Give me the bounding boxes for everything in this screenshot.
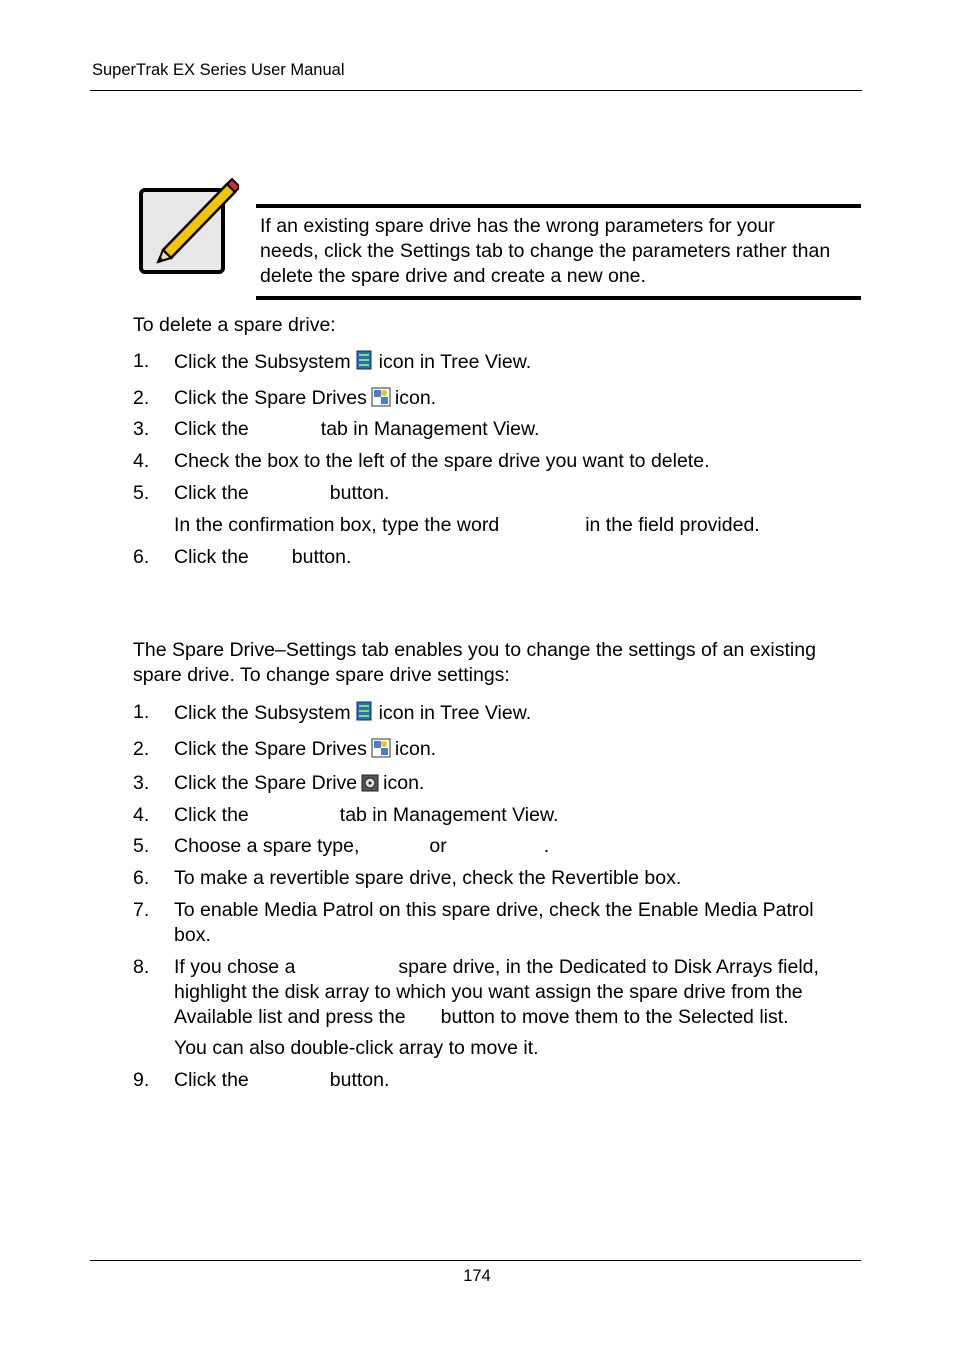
subsystem-icon [355, 349, 375, 378]
step-text: To enable Media Patrol on this spare drive, check the Enable Media Patrol [174, 899, 814, 921]
pencil-note-icon [137, 178, 239, 276]
step-number: 1. [133, 701, 150, 723]
step-number: 5. [133, 835, 150, 857]
delete-intro: To delete a spare drive: [133, 314, 336, 336]
step-text: Click the [174, 804, 249, 826]
delete-step-5-detail [174, 513, 760, 538]
settings-step-8-detail [174, 1036, 539, 1061]
step-number: 9. [133, 1069, 150, 1091]
spare-drives-icon [371, 738, 391, 765]
settings-step-5 [174, 834, 549, 859]
step-text: To make a revertible spare drive, check the Revertible box. [174, 867, 682, 889]
step-text: If you chose a [174, 956, 296, 978]
settings-step-8 [174, 955, 819, 1030]
spare-drives-icon [371, 387, 391, 414]
step-text: Click the Subsystem [174, 351, 351, 373]
settings-step-7 [174, 898, 814, 948]
step-text: spare drive, in the Dedicated to Disk Arrays field, [398, 956, 819, 978]
step-text: tab in Management View. [320, 418, 540, 440]
step-text: highlight the disk array to which you want assign the spare drive from the [174, 981, 803, 1003]
step-number: 3. [133, 772, 150, 794]
step-text: icon. [394, 387, 437, 409]
step-text: In the confirmation box, type the word [174, 514, 500, 536]
page-number: 174 [463, 1267, 491, 1285]
delete-step-3 [174, 417, 539, 442]
step-text: Click the Spare Drive [174, 772, 358, 794]
step-text: Click the Spare Drives [174, 387, 367, 409]
step-text: Click the Subsystem [174, 702, 351, 724]
step-number: 1. [133, 350, 150, 372]
step-text: Click the [174, 1069, 249, 1091]
step-number: 2. [133, 387, 150, 409]
note-top-rule [256, 204, 861, 208]
document-header-title: SuperTrak EX Series User Manual [92, 61, 345, 79]
settings-intro-line: spare drive. To change spare drive settings: [133, 664, 510, 686]
header-rule [90, 90, 862, 91]
step-number: 4. [133, 804, 150, 826]
step-text: icon. [383, 772, 425, 794]
settings-intro-line: The Spare Drive–Settings tab enables you to change the settings of an existing [133, 639, 816, 661]
spare-drive-icon [361, 774, 379, 799]
delete-step-2 [174, 386, 436, 414]
step-text: button to move them to the Selected list. [440, 1006, 789, 1028]
step-text: Choose a spare type, [174, 835, 360, 857]
step-text: box. [174, 924, 211, 946]
step-number: 7. [133, 899, 150, 921]
step-number: 3. [133, 418, 150, 440]
step-text: or [429, 835, 447, 857]
settings-step-4 [174, 803, 558, 828]
step-text: Available list and press the [174, 1006, 406, 1028]
step-number: 2. [133, 738, 150, 760]
settings-step-6 [174, 866, 681, 891]
step-text: button. [291, 546, 352, 568]
step-text: Check the box to the left of the spare drive you want to delete. [174, 450, 710, 472]
step-number: 6. [133, 867, 150, 889]
settings-step-2 [174, 737, 436, 765]
step-text: icon in Tree View. [378, 702, 532, 724]
step-text: You can also double-click array to move it. [174, 1037, 539, 1059]
settings-step-9 [174, 1068, 389, 1093]
step-text: in the field provided. [585, 514, 760, 536]
step-text: button. [329, 482, 390, 504]
step-text: Click the [174, 482, 249, 504]
step-text: . [543, 835, 550, 857]
step-text: tab in Management View. [339, 804, 559, 826]
note-line: delete the spare drive and create a new one. [260, 265, 646, 287]
step-number: 4. [133, 450, 150, 472]
footer-rule [90, 1260, 861, 1261]
settings-step-3 [174, 771, 424, 799]
delete-step-6 [174, 545, 351, 570]
step-text: button. [329, 1069, 390, 1091]
step-number: 5. [133, 482, 150, 504]
settings-step-1 [174, 700, 531, 729]
step-text: Click the [174, 418, 249, 440]
note-bottom-rule [256, 296, 861, 300]
step-text: icon in Tree View. [378, 351, 532, 373]
delete-step-1 [174, 349, 531, 378]
step-text: icon. [394, 738, 437, 760]
step-text: Click the Spare Drives [174, 738, 367, 760]
note-text [260, 214, 860, 289]
subsystem-icon [355, 700, 375, 729]
note-line: needs, click the Settings tab to change the parameters rather than [260, 240, 831, 262]
step-number: 8. [133, 956, 150, 978]
delete-step-4 [174, 449, 710, 474]
step-text: Click the [174, 546, 249, 568]
step-number: 6. [133, 546, 150, 568]
note-line: If an existing spare drive has the wrong parameters for your [260, 215, 775, 237]
delete-step-5 [174, 481, 389, 506]
